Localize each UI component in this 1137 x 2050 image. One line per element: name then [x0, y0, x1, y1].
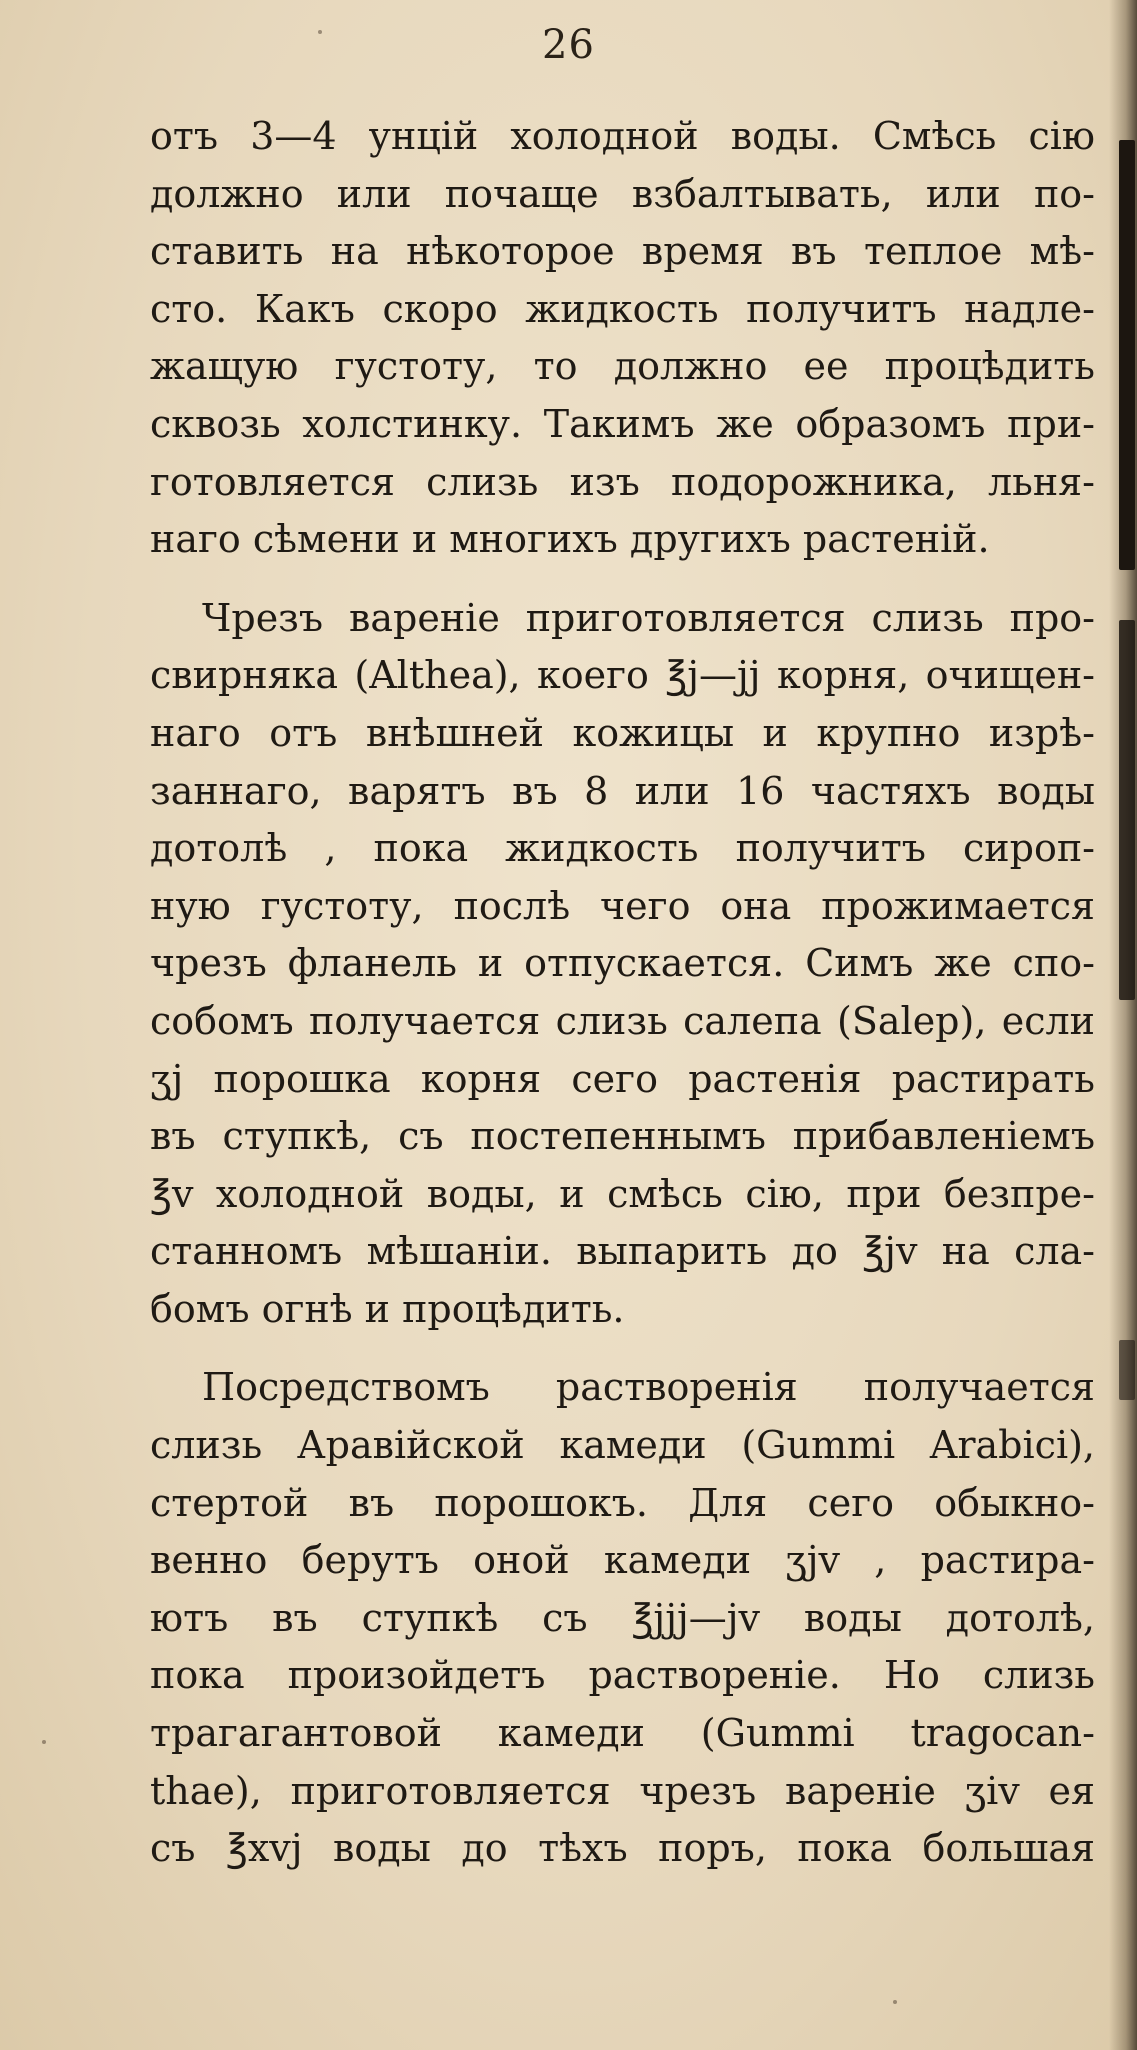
text-line: собомъ получается слизь салепа (Salep), если: [150, 998, 1095, 1043]
body-text: [150, 108, 1095, 1878]
paragraph: [150, 1359, 1095, 1877]
text-line: бомъ огнѣ и процѣдить.: [150, 1286, 625, 1331]
page-number: 26: [542, 22, 595, 68]
text-line: отъ 3—4 унцій холодной воды. Смѣсь сію: [150, 114, 1095, 158]
page-edge-mark: [1119, 140, 1135, 570]
page-edge-mark: [1119, 1340, 1135, 1400]
text-line: ʒj порошка корня сего растенія растирать: [150, 1056, 1095, 1101]
text-line: наго сѣмени и многихъ другихъ растеній.: [150, 517, 990, 562]
text-line: свирняка (Althea), коего ℥j—jj корня, очищен-: [150, 653, 1095, 698]
paragraph: [150, 108, 1095, 569]
text-line: ℥v холодной воды, и смѣсь сію, при безпре-: [150, 1171, 1095, 1216]
text-line: дотолѣ , пока жидкость получитъ сироп-: [150, 826, 1095, 871]
text-line: слизь Аравійской камеди (Gummi Arabici),: [150, 1423, 1095, 1468]
page-edge-mark: [1119, 620, 1135, 1000]
text-line: заннаго, варятъ въ 8 или 16 частяхъ воды: [150, 768, 1095, 813]
text-line: пока произойдетъ раствореніе. Но слизь: [150, 1653, 1095, 1698]
paper-speck: [893, 2000, 897, 2004]
text-line: жащую густоту, то должно ее процѣдить: [150, 344, 1095, 389]
text-line: Чрезъ вареніе приготовляется слизь про-: [202, 595, 1095, 640]
text-line: thae), приготовляется чрезъ вареніе ʒiv ея: [150, 1768, 1095, 1813]
text-line: стертой въ порошокъ. Для сего обыкно-: [150, 1480, 1095, 1525]
text-line: ютъ въ ступкѣ съ ℥jjj—jv воды дотолѣ,: [150, 1595, 1095, 1640]
text-line: чрезъ фланель и отпускается. Симъ же спо-: [150, 941, 1095, 986]
text-line: венно берутъ оной камеди ʒjv , растира-: [150, 1538, 1095, 1583]
text-line: станномъ мѣшаніи. выпарить до ℥jv на сла-: [150, 1229, 1095, 1274]
text-line: въ ступкѣ, съ постепеннымъ прибавленіемъ: [150, 1114, 1095, 1159]
text-line: должно или почаще взбалтывать, или по-: [150, 171, 1095, 216]
paragraph: [150, 590, 1095, 1339]
text-line: трагагантовой камеди (Gummi tragocan-: [150, 1711, 1095, 1756]
text-line: сто. Какъ скоро жидкость получитъ надле-: [150, 286, 1095, 331]
text-line: ную густоту, послѣ чего она прожимается: [150, 883, 1095, 928]
text-line: сквозь холстинку. Такимъ же образомъ при-: [150, 401, 1095, 446]
paper-speck: [42, 1740, 46, 1744]
text-line: ставить на нѣкоторое время въ теплое мѣ-: [150, 229, 1095, 274]
text-line: Посредствомъ растворенія получается: [202, 1365, 1095, 1410]
text-line: наго отъ внѣшней кожицы и крупно изрѣ-: [150, 710, 1095, 755]
text-line: готовляется слизь изъ подорожника, льня-: [150, 459, 1095, 504]
text-line: съ ℥xvj воды до тѣхъ поръ, пока большая: [150, 1826, 1095, 1871]
